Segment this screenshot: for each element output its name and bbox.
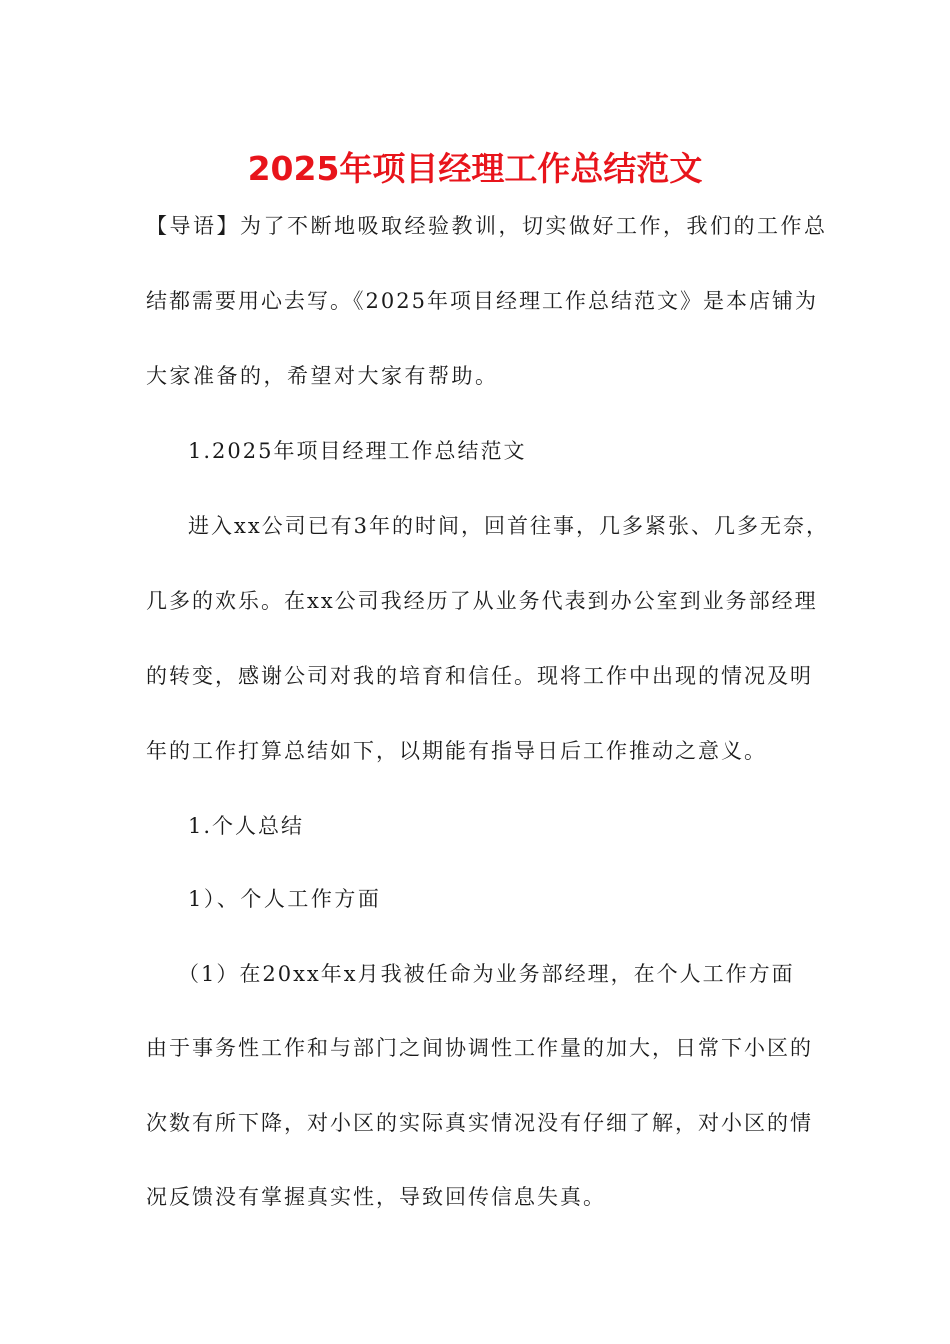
- paragraph-line: 年的工作打算总结如下，以期能有指导日后工作推动之意义。: [146, 739, 767, 763]
- paragraph-line: 况反馈没有掌握真实性，导致回传信息失真。: [146, 1185, 606, 1209]
- paragraph-line: 【导语】为了不断地吸取经验教训，切实做好工作，我们的工作总: [146, 214, 828, 238]
- paragraph-line: 的转变，感谢公司对我的培育和信任。现将工作中出现的情况及明: [146, 664, 813, 688]
- subsection-heading: 1）、个人工作方面: [188, 887, 382, 911]
- paragraph-line: 大家准备的，希望对大家有帮助。: [146, 364, 499, 388]
- paragraph-line: 由于事务性工作和与部门之间协调性工作量的加大，日常下小区的: [146, 1036, 813, 1060]
- paragraph-line: 结都需要用心去写。《2025年项目经理工作总结范文》是本店铺为: [146, 289, 818, 313]
- paragraph-line: （1）在20xx年x月我被任命为业务部经理，在个人工作方面: [178, 962, 795, 986]
- paragraph-line: 进入xx公司已有3年的时间，回首往事，几多紧张、几多无奈，: [188, 514, 830, 538]
- section-heading: 1.2025年项目经理工作总结范文: [188, 439, 527, 463]
- document-title: 2025年项目经理工作总结范文: [247, 149, 703, 188]
- paragraph-line: 几多的欢乐。在xx公司我经历了从业务代表到办公室到业务部经理: [146, 589, 818, 613]
- paragraph-line: 次数有所下降，对小区的实际真实情况没有仔细了解，对小区的情: [146, 1111, 813, 1135]
- section-heading: 1.个人总结: [188, 814, 305, 838]
